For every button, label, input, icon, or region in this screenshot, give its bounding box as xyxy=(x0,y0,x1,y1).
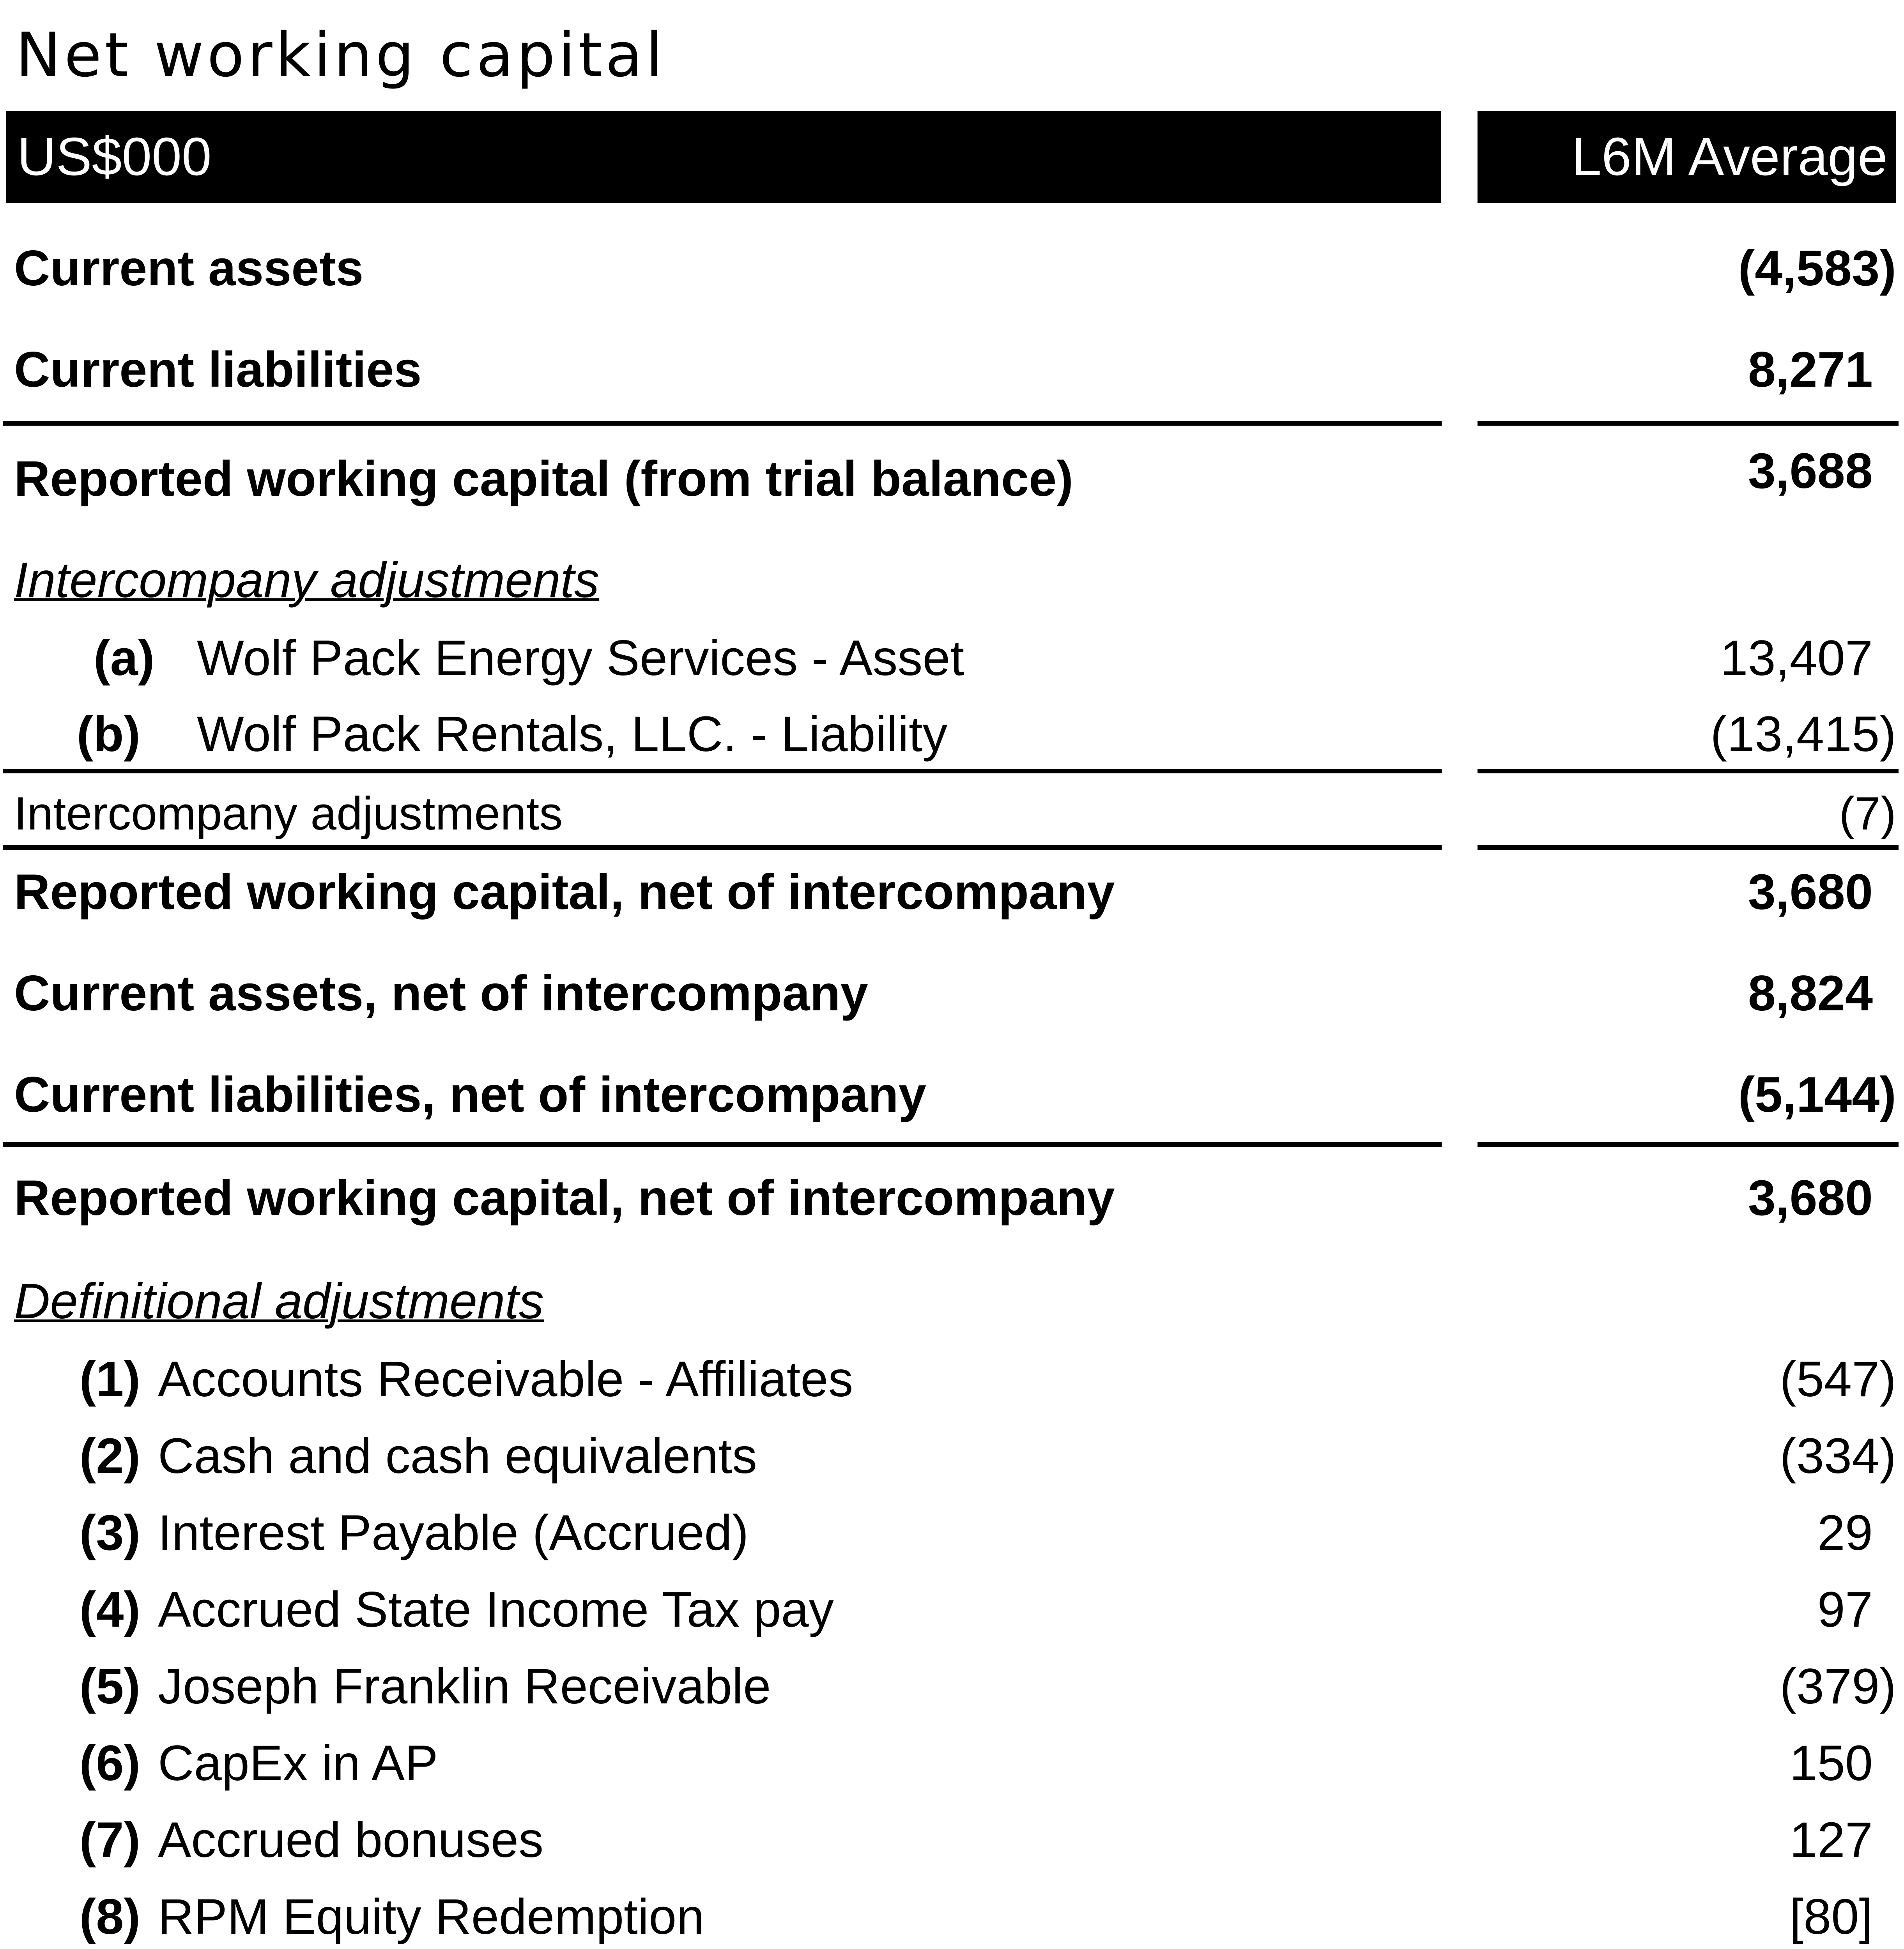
row-label: Reported working capital, net of intercompany xyxy=(14,864,1115,920)
item-label: RPM Equity Redemption xyxy=(158,1889,704,1945)
item-ref: (1) xyxy=(79,1351,140,1407)
item-value: 29 xyxy=(1817,1505,1873,1561)
item-label: Joseph Franklin Receivable xyxy=(158,1659,771,1714)
item-value: (334) xyxy=(1780,1428,1896,1484)
section-heading: Definitional adjustments xyxy=(14,1273,544,1329)
item-ref: (b) xyxy=(76,706,140,762)
item-value: [80] xyxy=(1789,1889,1873,1945)
row-label: Current assets xyxy=(14,241,364,296)
divider xyxy=(3,845,1442,850)
row-value: 8,271 xyxy=(1748,342,1873,398)
row-value: (4,583) xyxy=(1738,241,1896,296)
item-label: Accrued State Income Tax pay xyxy=(158,1582,834,1638)
row-label: Intercompany adjustments xyxy=(14,787,563,840)
row-label: Current liabilities xyxy=(14,342,422,398)
row-value: 3,688 xyxy=(1748,443,1873,499)
item-value: 150 xyxy=(1789,1735,1873,1791)
item-ref: (4) xyxy=(79,1582,140,1638)
item-ref: (7) xyxy=(79,1812,140,1868)
item-value: (13,415) xyxy=(1710,706,1896,762)
row-label: Current liabilities, net of intercompany xyxy=(14,1067,926,1123)
item-value: 13,407 xyxy=(1720,630,1873,686)
divider xyxy=(3,769,1442,773)
row-value: 3,680 xyxy=(1748,1170,1873,1226)
row-value: 3,680 xyxy=(1748,864,1873,920)
item-ref: (a) xyxy=(94,630,155,686)
divider xyxy=(1478,769,1899,773)
item-value: 127 xyxy=(1789,1812,1873,1868)
item-value: (379) xyxy=(1780,1659,1896,1714)
item-label: Accrued bonuses xyxy=(158,1812,544,1868)
item-ref: (6) xyxy=(79,1735,140,1791)
row-label: Reported working capital (from trial balance) xyxy=(14,451,1073,507)
header-currency: US$000 xyxy=(6,111,1441,203)
divider xyxy=(1478,421,1899,426)
item-label: Accounts Receivable - Affiliates xyxy=(158,1351,853,1407)
item-value: (547) xyxy=(1780,1351,1896,1407)
item-ref: (5) xyxy=(79,1659,140,1714)
item-label: CapEx in AP xyxy=(158,1735,438,1791)
row-value: (5,144) xyxy=(1738,1067,1896,1123)
page-title: Net working capital xyxy=(16,19,666,90)
divider xyxy=(1478,1142,1899,1147)
section-heading: Intercompany adjustments xyxy=(14,552,600,608)
row-label: Reported working capital, net of intercompany xyxy=(14,1170,1115,1226)
divider xyxy=(3,421,1442,426)
divider xyxy=(1478,845,1899,850)
item-ref: (2) xyxy=(79,1428,140,1484)
item-label: Interest Payable (Accrued) xyxy=(158,1505,749,1561)
row-value: 8,824 xyxy=(1748,966,1873,1021)
item-label: Cash and cash equivalents xyxy=(158,1428,757,1484)
item-label: Wolf Pack Energy Services - Asset xyxy=(197,630,964,686)
item-label: Wolf Pack Rentals, LLC. - Liability xyxy=(197,706,948,762)
row-label: Current assets, net of intercompany xyxy=(14,966,868,1021)
header-period: L6M Average xyxy=(1478,111,1896,203)
item-value: 97 xyxy=(1817,1582,1873,1638)
divider xyxy=(3,1142,1442,1147)
row-value: (7) xyxy=(1839,787,1896,840)
item-ref: (8) xyxy=(79,1889,140,1945)
item-ref: (3) xyxy=(79,1505,140,1561)
